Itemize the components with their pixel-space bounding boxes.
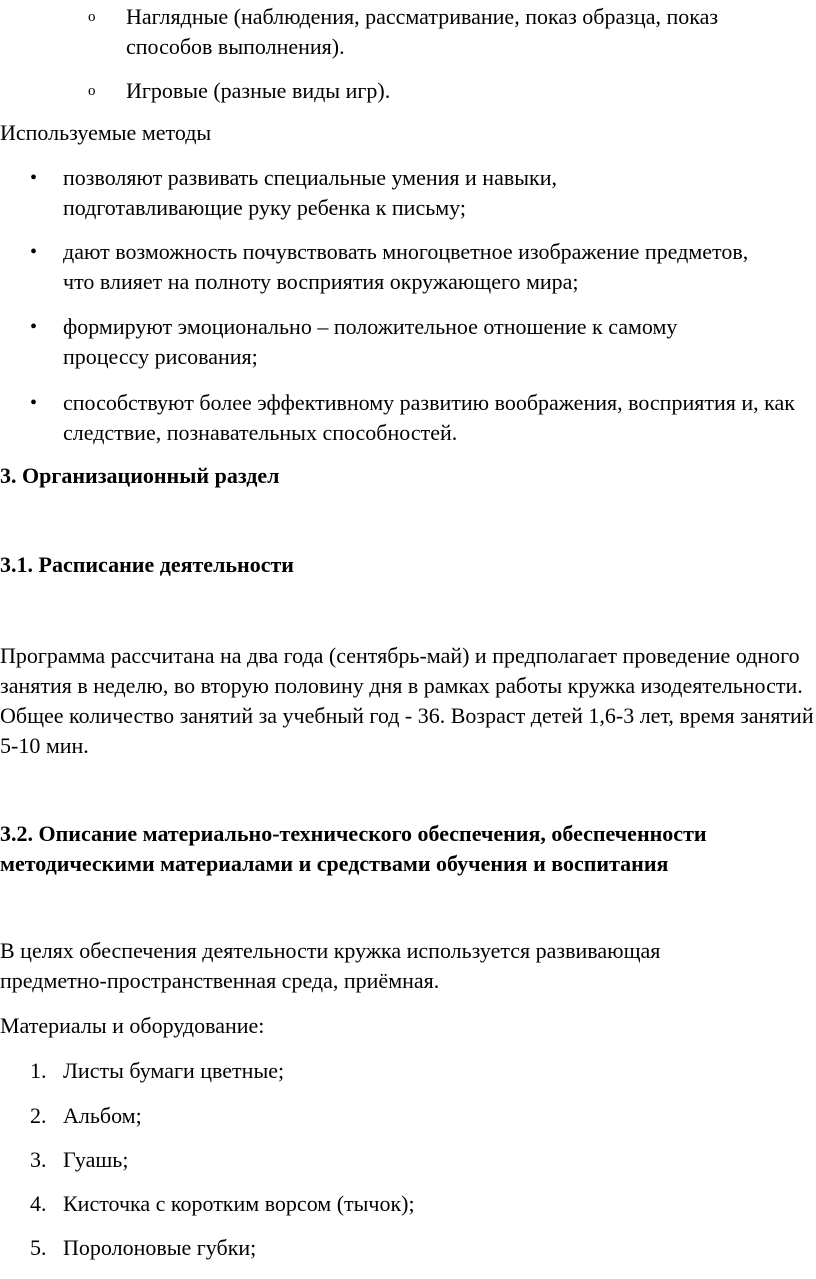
subsection-heading: 3.2. Описание материально-технического обеспечения, обеспеченности методическими материалами и средствами обучения и воспитания [0, 821, 707, 876]
bullet-icon: • [30, 392, 38, 414]
list-item-text: формируют эмоционально – положительное отношение к самому процессу рисования; [63, 314, 678, 369]
materials-heading: Материалы и оборудование: [0, 1013, 265, 1038]
list-number: 4. [30, 1191, 47, 1216]
list-item-text: способствуют более эффективному развитию воображения, восприятия и, как следствие, познавательных способностей. [63, 390, 795, 445]
circle-bullet-icon: o [88, 9, 96, 25]
list-number: 1. [30, 1058, 47, 1083]
circle-bullet-icon: o [88, 83, 96, 99]
list-item-text: Альбом; [63, 1103, 142, 1128]
list-item-text: Листы бумаги цветные; [63, 1058, 285, 1083]
subsection-heading: 3.1. Расписание деятельности [0, 552, 294, 577]
list-item-text: позволяют развивать специальные умения и навыки, подготавливающие руку ребенка к письму; [63, 165, 557, 220]
bullet-icon: • [30, 167, 38, 189]
bullet-icon: • [30, 241, 38, 263]
section-heading: 3. Организационный раздел [0, 463, 280, 488]
bullet-icon: • [30, 316, 38, 338]
list-number: 5. [30, 1235, 47, 1260]
list-item-text: дают возможность почувствовать многоцветное изображение предметов, что влияет на полноту восприятия окружающего мира; [63, 239, 749, 294]
list-number: 3. [30, 1147, 47, 1172]
list-item-text: Гуашь; [63, 1147, 129, 1172]
list-item-text: Кисточка с коротким ворсом (тычок); [63, 1191, 415, 1216]
list-number: 2. [30, 1103, 47, 1128]
methods-heading: Используемые методы [0, 120, 212, 145]
list-item-text: Наглядные (наблюдения, рассматривание, показ образца, показ способов выполнения). [126, 4, 719, 59]
list-item-text: Игровые (разные виды игр). [126, 78, 391, 103]
paragraph: В целях обеспечения деятельности кружка используется развивающая предметно-пространственная среда, приёмная. [0, 938, 661, 993]
paragraph: Программа рассчитана на два года (сентябрь-май) и предполагает проведение одного занятия в неделю, во вторую половину дня в рамках работы кружка изодеятельности. Общее количество занятий за учебный год - 36. Возраст детей 1,6-3 лет, время занятий 5-10 мин. [0, 643, 814, 758]
list-item-text: Поролоновые губки; [63, 1235, 257, 1260]
